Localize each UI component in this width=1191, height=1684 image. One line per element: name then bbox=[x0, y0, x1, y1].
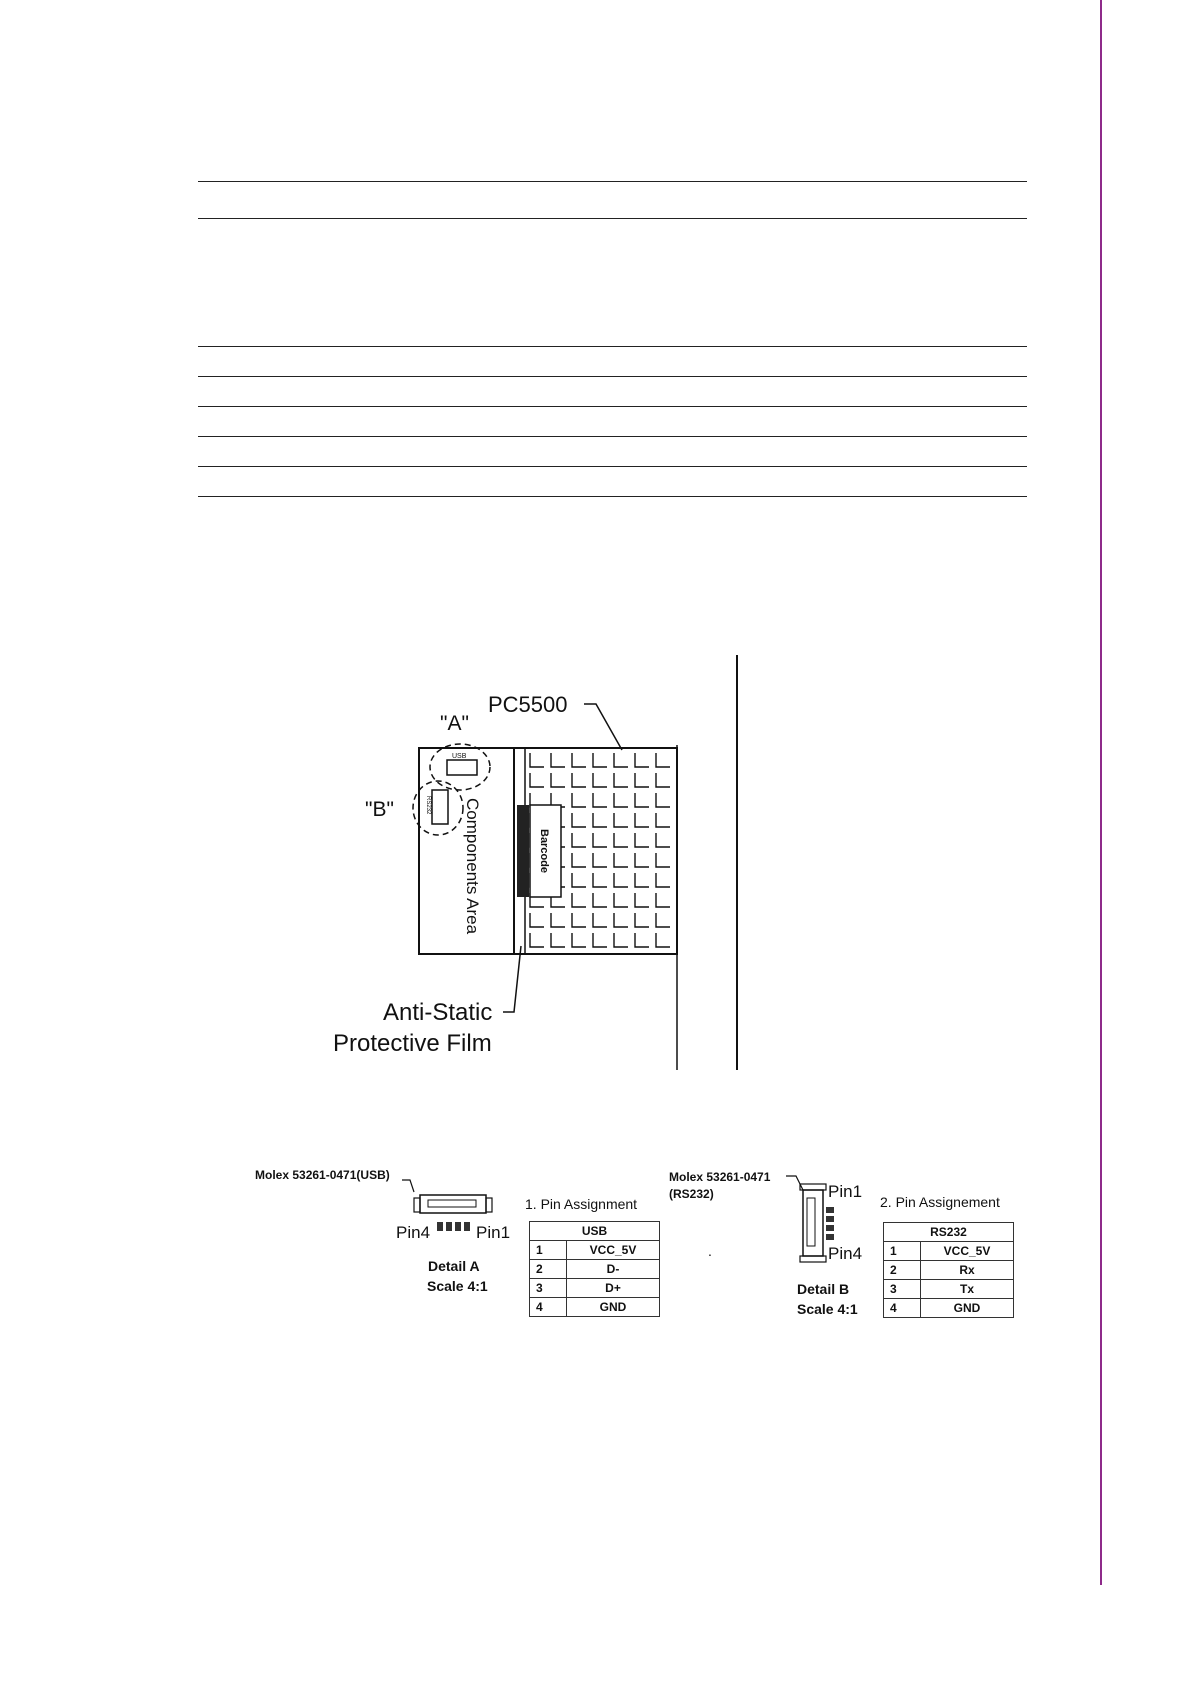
components-area-text: Components Area bbox=[463, 798, 482, 935]
anti-static-line1: Anti-Static bbox=[383, 999, 493, 1026]
pin-number: 4 bbox=[530, 1298, 567, 1317]
detail-a-pin-right: Pin1 bbox=[476, 1223, 511, 1242]
detail-b-pin-top: Pin1 bbox=[828, 1182, 863, 1201]
usb-chip-text: USB bbox=[452, 753, 467, 760]
pin-number: 3 bbox=[530, 1279, 567, 1298]
stray-dot: . bbox=[708, 1243, 712, 1259]
pin-number: 4 bbox=[884, 1299, 921, 1318]
rs232-pin-table bbox=[883, 1222, 1014, 1318]
pin-signal: D+ bbox=[567, 1279, 660, 1298]
pin-number: 1 bbox=[884, 1242, 921, 1261]
pin-signal: GND bbox=[921, 1299, 1014, 1318]
pin-signal: D- bbox=[567, 1260, 660, 1279]
usb-table-header: USB bbox=[530, 1222, 660, 1241]
pin-signal: Rx bbox=[921, 1261, 1014, 1280]
pin-number: 2 bbox=[530, 1260, 567, 1279]
callout-a-label: "A" bbox=[440, 712, 469, 735]
detail-b-title: Detail B bbox=[797, 1281, 850, 1297]
pin-signal: Tx bbox=[921, 1280, 1014, 1299]
detail-a-pin-left: Pin4 bbox=[396, 1223, 431, 1242]
detail-b-table-caption: 2. Pin Assignement bbox=[880, 1194, 1000, 1210]
detail-a-connector-label: Molex 53261-0471(USB) bbox=[255, 1168, 390, 1182]
pin-number: 1 bbox=[530, 1241, 567, 1260]
detail-b-connector-label: Molex 53261-0471 bbox=[669, 1170, 771, 1184]
pin-signal: GND bbox=[567, 1298, 660, 1317]
detail-a-title: Detail A bbox=[428, 1258, 480, 1274]
pin-number: 3 bbox=[884, 1280, 921, 1299]
pin-signal: VCC_5V bbox=[567, 1241, 660, 1260]
barcode-text: Barcode bbox=[538, 829, 550, 874]
table-row bbox=[884, 1299, 1014, 1318]
detail-b-pin-bottom: Pin4 bbox=[828, 1244, 863, 1263]
pin-signal: VCC_5V bbox=[921, 1242, 1014, 1261]
table-row bbox=[884, 1280, 1014, 1299]
table-row bbox=[884, 1261, 1014, 1280]
detail-b-scale: Scale 4:1 bbox=[797, 1301, 858, 1317]
model-label: PC5500 bbox=[488, 692, 568, 717]
detail-b-connector-sub: (RS232) bbox=[669, 1187, 714, 1201]
table-row bbox=[884, 1242, 1014, 1261]
rs232-table-header: RS232 bbox=[884, 1223, 1014, 1242]
pin-number: 2 bbox=[884, 1261, 921, 1280]
callout-b-label: "B" bbox=[365, 798, 394, 821]
anti-static-line2: Protective Film bbox=[333, 1030, 492, 1057]
detail-a-scale: Scale 4:1 bbox=[427, 1278, 488, 1294]
rs232-chip-text: RS232 bbox=[425, 796, 431, 815]
detail-a-table-caption: 1. Pin Assignment bbox=[525, 1196, 638, 1212]
